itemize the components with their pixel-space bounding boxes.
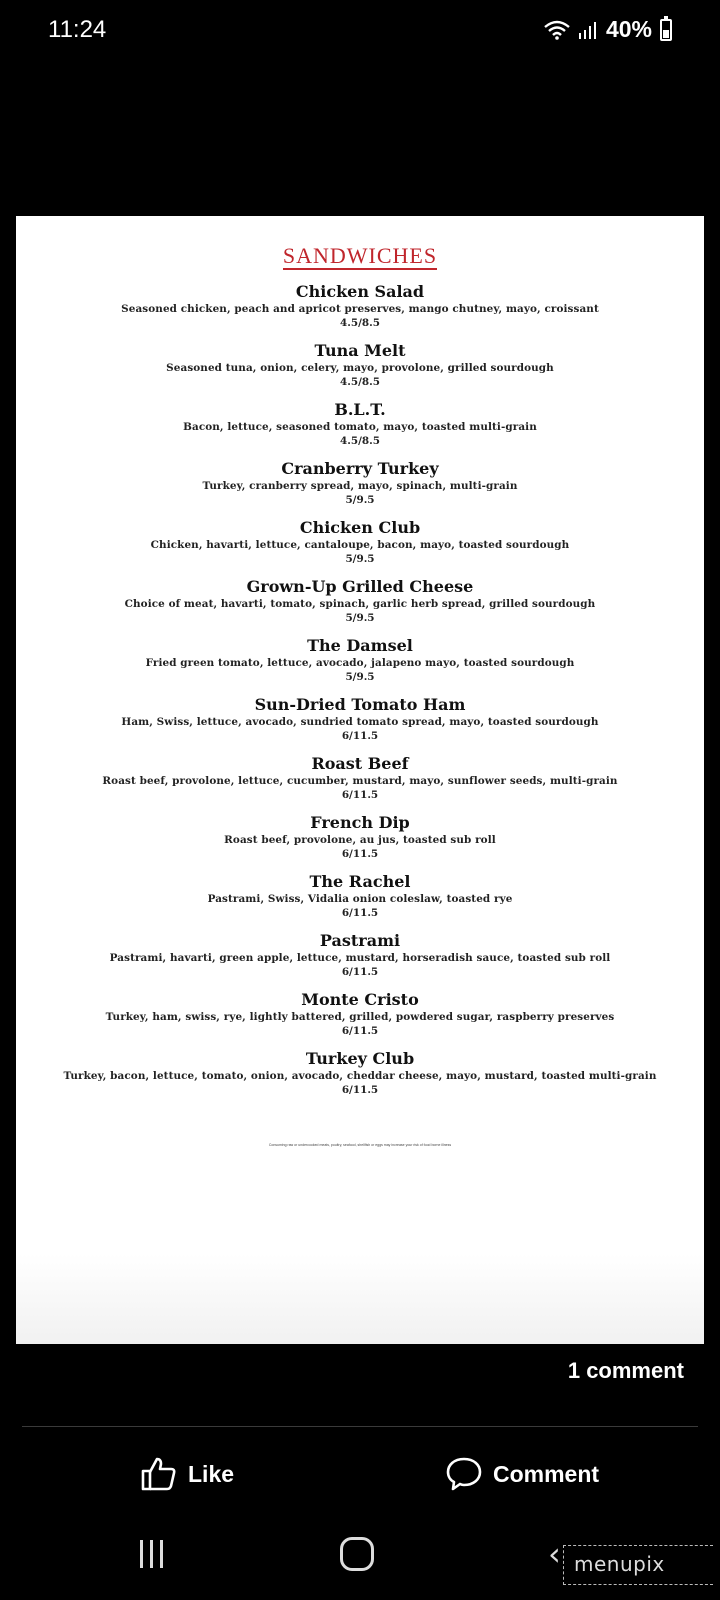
- menu-item-description: Roast beef, provolone, au jus, toasted sub roll: [224, 834, 496, 846]
- menu-heading: SANDWICHES: [282, 243, 438, 268]
- menu-item-price: 6/11.5: [341, 848, 379, 860]
- comment-button[interactable]: [445, 1455, 599, 1493]
- menu-item-price: 6/11.5: [341, 730, 379, 742]
- menu-photo[interactable]: [16, 216, 704, 1344]
- menu-item: [16, 518, 704, 566]
- menu-item: [16, 282, 704, 330]
- menu-item-description: Ham, Swiss, lettuce, avocado, sundried tomato spread, mayo, toasted sourdough: [121, 716, 599, 728]
- menu-item-price: 5/9.5: [345, 612, 375, 624]
- menu-item: [16, 1049, 704, 1097]
- battery-fill: [663, 30, 669, 37]
- comment-bubble-icon: [445, 1455, 483, 1493]
- menu-item: [16, 931, 704, 979]
- menupix-watermark: menupix: [563, 1545, 713, 1585]
- menu-item: [16, 990, 704, 1038]
- signal-icon: [578, 21, 598, 39]
- recents-icon-bar: [150, 1540, 153, 1568]
- menu-disclaimer: Consuming raw or undercooked meats, poultry, seafood, shellfish or eggs may increase your risk of food borne illness: [268, 1143, 452, 1147]
- menu-item-name: Tuna Melt: [314, 341, 406, 360]
- menu-item-price: 6/11.5: [341, 1025, 379, 1037]
- menu-item: [16, 754, 704, 802]
- menu-item-price: 4.5/8.5: [340, 435, 380, 447]
- menu-item-price: 5/9.5: [345, 553, 375, 565]
- menu-item: [16, 341, 704, 389]
- home-button[interactable]: [340, 1537, 374, 1571]
- menu-item: [16, 872, 704, 920]
- menu-item: [16, 459, 704, 507]
- menu-item-name: Roast Beef: [311, 754, 409, 773]
- wifi-icon: [544, 20, 570, 40]
- menu-item-description: Turkey, bacon, lettuce, tomato, onion, avocado, cheddar cheese, mayo, mustard, toasted multi-grain: [63, 1070, 657, 1082]
- menu-item-price: 6/11.5: [341, 789, 379, 801]
- comment-label: Comment: [493, 1460, 600, 1487]
- menu-item-description: Turkey, ham, swiss, rye, lightly battered, grilled, powdered sugar, raspberry preserves: [105, 1011, 615, 1023]
- divider: [22, 1426, 698, 1427]
- menu-item-description: Choice of meat, havarti, tomato, spinach, garlic herb spread, grilled sourdough: [124, 598, 596, 610]
- menu-item-description: Seasoned tuna, onion, celery, mayo, provolone, grilled sourdough: [166, 362, 554, 374]
- back-button[interactable]: ‹: [548, 1535, 561, 1573]
- menu-item-description: Pastrami, Swiss, Vidalia onion coleslaw, toasted rye: [207, 893, 513, 905]
- menu-item-name: Chicken Salad: [295, 282, 425, 301]
- menu-item-name: Cranberry Turkey: [281, 459, 439, 478]
- menu-item: [16, 695, 704, 743]
- status-time: 11:24: [48, 16, 107, 43]
- recents-icon-bar: [160, 1540, 163, 1568]
- menu-item: [16, 636, 704, 684]
- menu-content: [16, 216, 704, 1147]
- menu-item-name: French Dip: [310, 813, 410, 832]
- menu-item: [16, 577, 704, 625]
- menu-item-price: 4.5/8.5: [340, 317, 380, 329]
- menu-item-description: Bacon, lettuce, seasoned tomato, mayo, toasted multi-grain: [183, 421, 537, 433]
- status-icons: [544, 16, 672, 43]
- menu-item-price: 6/11.5: [341, 1084, 379, 1096]
- menu-item-name: Grown-Up Grilled Cheese: [246, 577, 474, 596]
- menu-item-name: The Rachel: [309, 872, 411, 891]
- menu-item-name: Chicken Club: [299, 518, 421, 537]
- thumbs-up-icon: [140, 1455, 178, 1493]
- like-button[interactable]: [140, 1455, 234, 1493]
- menu-item-description: Fried green tomato, lettuce, avocado, jalapeno mayo, toasted sourdough: [145, 657, 575, 669]
- menu-item-price: 5/9.5: [345, 671, 375, 683]
- menu-item-price: 6/11.5: [341, 907, 379, 919]
- menu-item: [16, 813, 704, 861]
- like-label: Like: [188, 1460, 235, 1487]
- menu-item-name: B.L.T.: [334, 400, 386, 419]
- status-bar: [0, 0, 720, 60]
- menu-item-name: Pastrami: [319, 931, 401, 950]
- menu-item-description: Chicken, havarti, lettuce, cantaloupe, bacon, mayo, toasted sourdough: [150, 539, 570, 551]
- menu-item-description: Roast beef, provolone, lettuce, cucumber, mustard, mayo, sunflower seeds, multi-grain: [102, 775, 618, 787]
- menu-item-price: 5/9.5: [345, 494, 375, 506]
- menu-item-description: Pastrami, havarti, green apple, lettuce, mustard, horseradish sauce, toasted sub roll: [109, 952, 611, 964]
- menu-items: [16, 282, 704, 1097]
- menu-item-price: 4.5/8.5: [340, 376, 380, 388]
- menu-item-name: Turkey Club: [305, 1049, 415, 1068]
- menu-item-price: 6/11.5: [341, 966, 379, 978]
- menu-item-name: Sun-Dried Tomato Ham: [254, 695, 466, 714]
- battery-percent: 40%: [605, 16, 652, 42]
- recents-icon-bar: [140, 1540, 143, 1568]
- battery-icon: [660, 19, 672, 41]
- recents-button[interactable]: [140, 1540, 163, 1568]
- menu-item-description: Turkey, cranberry spread, mayo, spinach, multi-grain: [202, 480, 518, 492]
- menu-item-name: Monte Cristo: [301, 990, 419, 1009]
- menu-item-description: Seasoned chicken, peach and apricot preserves, mango chutney, mayo, croissant: [121, 303, 599, 315]
- comment-count-link[interactable]: 1 comment: [567, 1358, 684, 1383]
- menu-item-name: The Damsel: [307, 636, 413, 655]
- menu-item: [16, 400, 704, 448]
